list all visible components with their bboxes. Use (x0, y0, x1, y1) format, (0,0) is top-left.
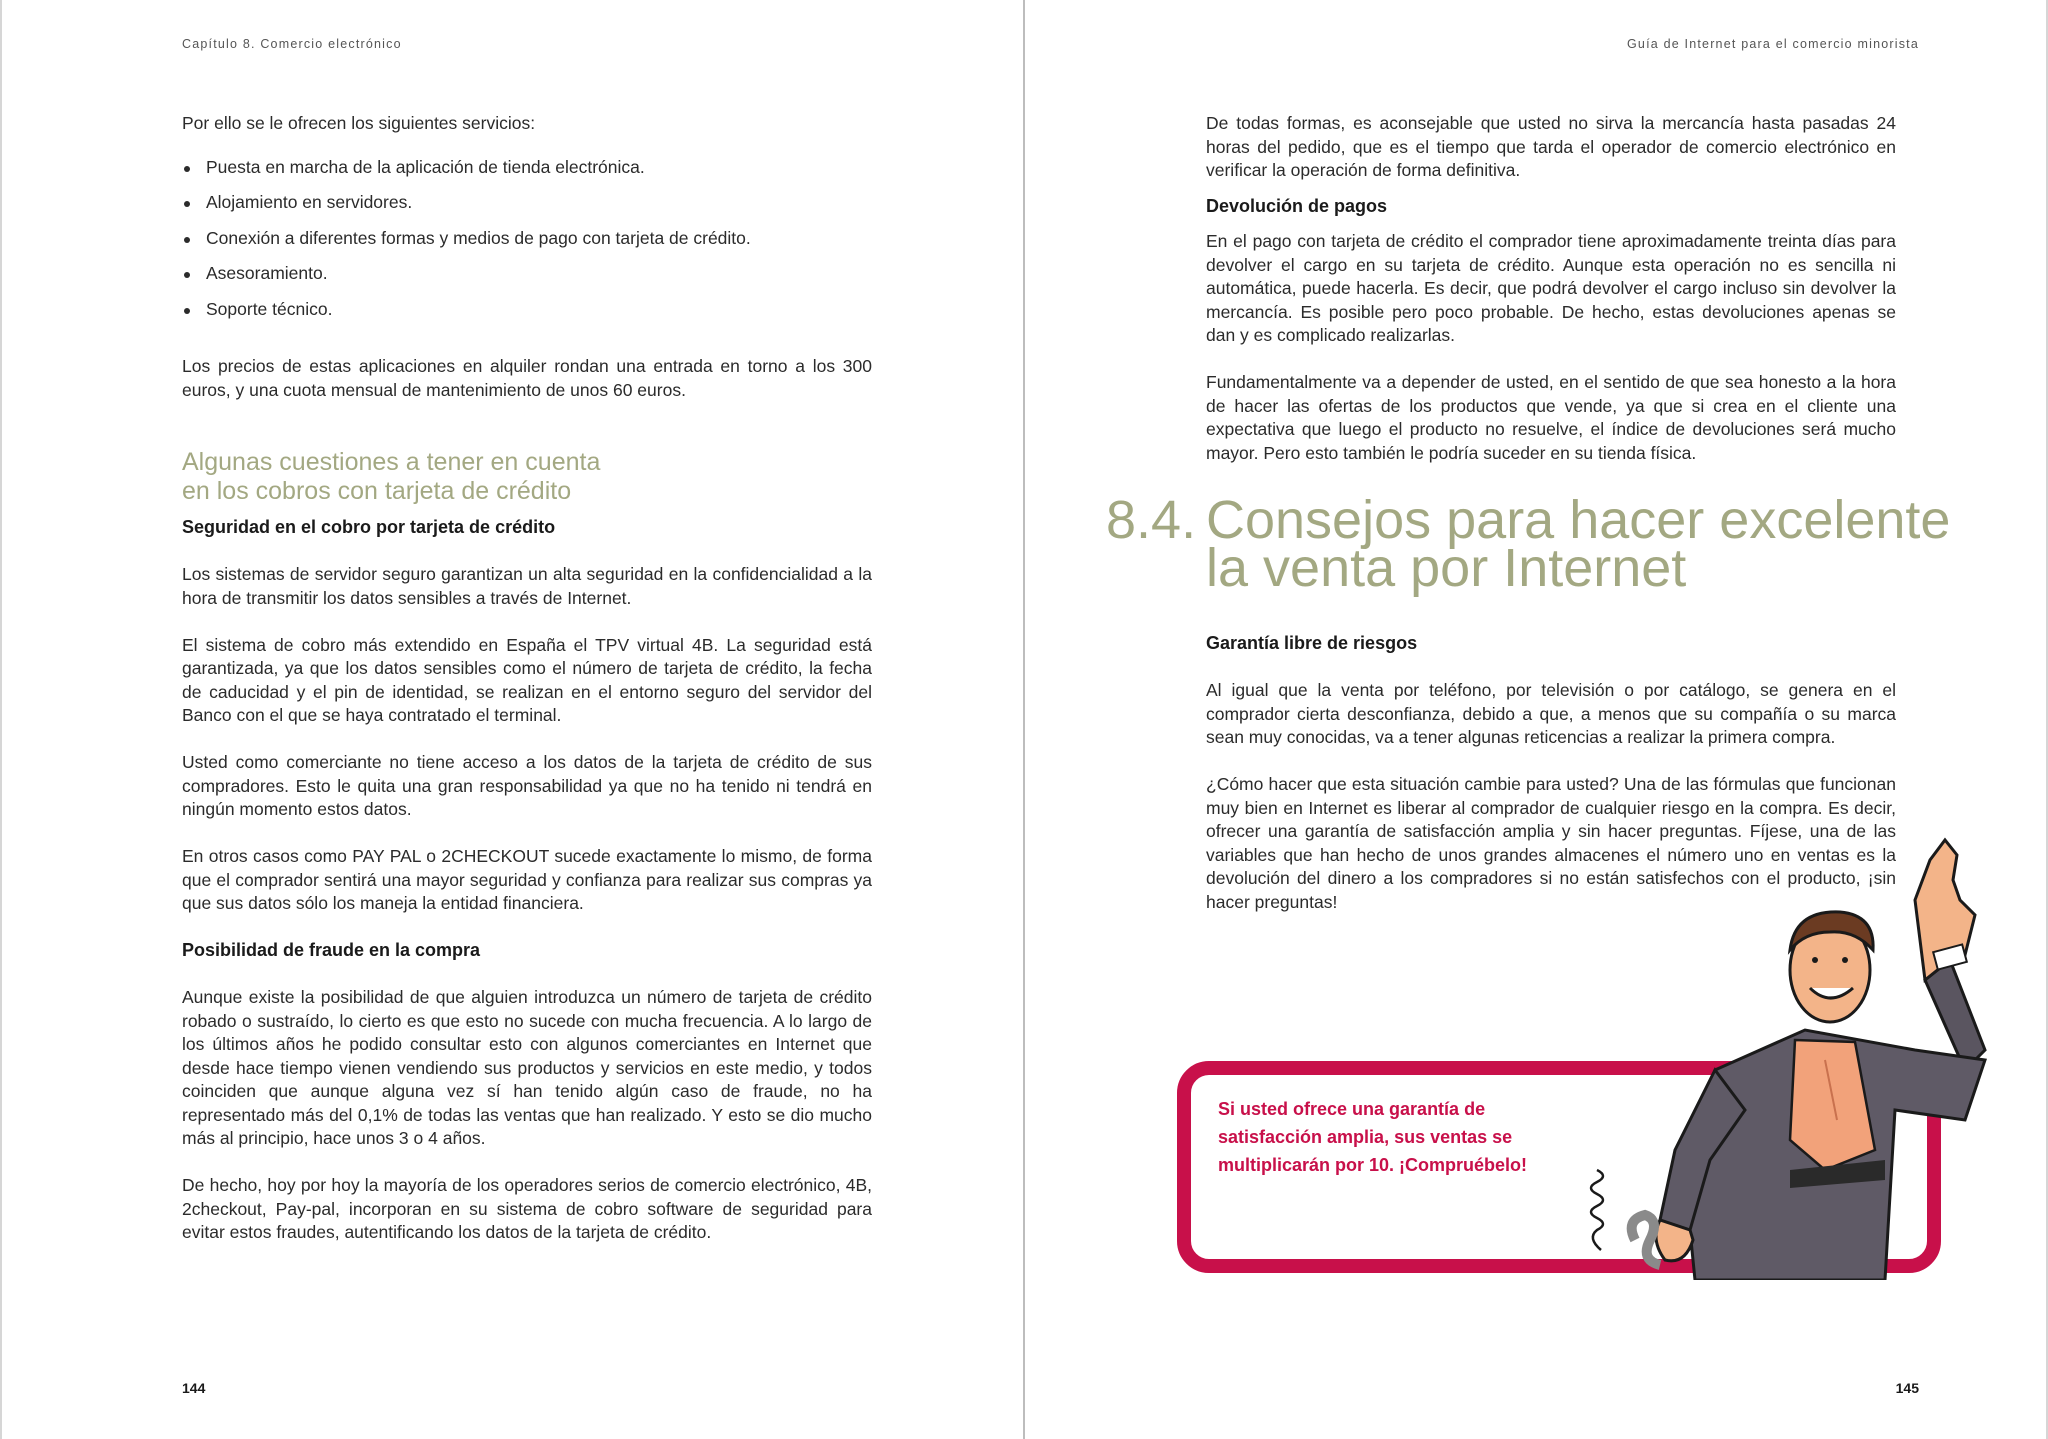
bullet-icon (184, 201, 190, 207)
list-item (182, 262, 872, 286)
subheading-security: Seguridad en el cobro por tarjeta de crédito (182, 517, 556, 537)
businessman-illustration (1445, 820, 2025, 1280)
paragraph: De hecho, hoy por hoy la mayoría de los operadores serios de comercio electrónico, 4B, 2checkout, Pay-pal, incorporan en su sistema de cobro software de seguridad para evitar estos fraudes, autentificando los datos de la tarjeta de crédito. (182, 1175, 872, 1242)
paragraph: En otros casos como PAY PAL o 2CHECKOUT sucede exactamente lo mismo, de forma que el comprador sentirá una mayor seguridad y confianza para realizar sus compras ya que sus datos sólo los maneja la entidad financiera. (182, 846, 872, 913)
running-head-left: Capítulo 8. Comercio electrónico (182, 37, 402, 51)
right-page (1025, 0, 2048, 1439)
subheading-guarantee: Garantía libre de riesgos (1206, 633, 1418, 653)
chapter-number: 8.4. (1106, 490, 1197, 550)
paragraph: Aunque existe la posibilidad de que alguien introduzca un número de tarjeta de crédito robado o sustraído, lo cierto es que esto no sucede con mucha frecuencia. A lo largo de los últimos años he podido consultar esto con algunos comerciantes en Internet que desde hace tiempo vienen vendiendo sus productos y servicios en este medio, y todos coinciden que aunque alguna vez sí han tenido algún caso de fraude, no ha representado más del 0,1% de todas las ventas que han realizado. Y esto se dio mucho más al principio, hace unos 3 o 4 años. (182, 987, 872, 1148)
subheading-refunds: Devolución de pagos (1206, 195, 1388, 216)
services-list (182, 156, 872, 322)
section-heading (182, 448, 872, 506)
right-text-column-top (1206, 112, 1896, 465)
section-heading-line2: en los cobros con tarjeta de crédito (182, 477, 572, 505)
page-number-right: 145 (1895, 1380, 1919, 1396)
page-number-left: 144 (182, 1380, 206, 1396)
subheading-fraud: Posibilidad de fraude en la compra (182, 940, 481, 960)
chapter-title-line2: la venta por Internet (1206, 538, 1687, 598)
list-item (182, 156, 872, 180)
list-item-text: Puesta en marcha de la aplicación de tienda electrónica. (206, 156, 645, 177)
bullet-icon (184, 308, 190, 314)
list-item-text: Soporte técnico. (206, 298, 333, 319)
chapter-title (1206, 490, 1951, 598)
paragraph: Fundamentalmente va a depender de usted, en el sentido de que sea honesto a la hora de hacer las ofertas de los productos que vende, ya que si crea en el cliente una expectativa que luego el producto no resuelve, el índice de devoluciones será mucho mayor. Pero esto también le podría suceder en su tienda física. (1206, 372, 1896, 463)
bullet-icon (184, 237, 190, 243)
running-head-right: Guía de Internet para el comercio minorista (1627, 37, 1919, 51)
paragraph: En el pago con tarjeta de crédito el comprador tiene aproximadamente treinta días para devolver el cargo en su tarjeta de crédito. Aunque esta operación no es sencilla ni automática, puede hacerla. Es decir, que podrá devolver el cargo incluso sin devolver la mercancía. Es posible pero poco probable. De hecho, estas devoluciones apenas se dan y es complicado realizarlas. (1206, 231, 1896, 345)
list-item (182, 227, 872, 251)
paragraph: De todas formas, es aconsejable que usted no sirva la mercancía hasta pasadas 24 horas del pedido, que es el tiempo que tarda el operador de comercio electrónico en verificar la operación de forma definitiva. (1206, 113, 1896, 180)
intro-paragraph: Por ello se le ofrecen los siguientes servicios: (182, 113, 536, 133)
paragraph: ¿Cómo hacer que esta situación cambie para usted? Una de las fórmulas que funcionan muy bien en Internet es liberar al comprador de cualquier riesgo en la compra. Es decir, ofrecer una garantía de satisfacción amplia y sin hacer preguntas. Fíjese, una de las variables que han hecho de unos grandes almacenes el número uno en ventas es la devolución del dinero a los compradores si no están satisfechos con el producto, ¡sin hacer preguntas! (1206, 774, 1896, 912)
callout-text: Si usted ofrece una garantía de satisfacción amplia, sus ventas se multiplicarán por 10. ¡Compruébelo! (1218, 1099, 1528, 1175)
paragraph: Al igual que la venta por teléfono, por televisión o por catálogo, se genera en el comprador cierta desconfianza, debido a que, a menos que su compañía o su marca sean muy conocidas, va a tener algunas reticencias a realizar la primera compra. (1206, 680, 1896, 747)
paragraph: Usted como comerciante no tiene acceso a los datos de la tarjeta de crédito de sus compradores. Esto le quita una gran responsabilidad ya que no ha tenido ni tendrá en ningún momento estos datos. (182, 752, 872, 819)
paragraph: El sistema de cobro más extendido en España el TPV virtual 4B. La seguridad está garantizada, ya que los datos sensibles como el número de tarjeta de crédito, la fecha de caducidad y el pin de identidad, se realizan en el entorno seguro del servidor del Banco con el que se haya contratado el terminal. (182, 634, 872, 725)
section-heading-line1: Algunas cuestiones a tener en cuenta (182, 448, 601, 476)
bullet-icon (184, 166, 190, 172)
chapter-title-line1: Consejos para hacer excelente (1206, 490, 1951, 550)
list-item (182, 298, 872, 322)
paragraph: Los sistemas de servidor seguro garantizan un alta seguridad en la confidencialidad a la hora de transmitir los datos sensibles a través de Internet. (182, 564, 872, 608)
prices-paragraph: Los precios de estas aplicaciones en alquiler rondan una entrada en torno a los 300 euros, y una cuota mensual de mantenimiento de unos 60 euros. (182, 356, 872, 400)
bullet-icon (184, 272, 190, 278)
left-text-column (182, 112, 872, 1245)
list-item-text: Conexión a diferentes formas y medios de pago con tarjeta de crédito. (206, 227, 751, 248)
list-item (182, 191, 872, 215)
list-item-text: Alojamiento en servidores. (206, 192, 413, 212)
left-page (0, 0, 1023, 1439)
list-item-text: Asesoramiento. (206, 263, 328, 283)
